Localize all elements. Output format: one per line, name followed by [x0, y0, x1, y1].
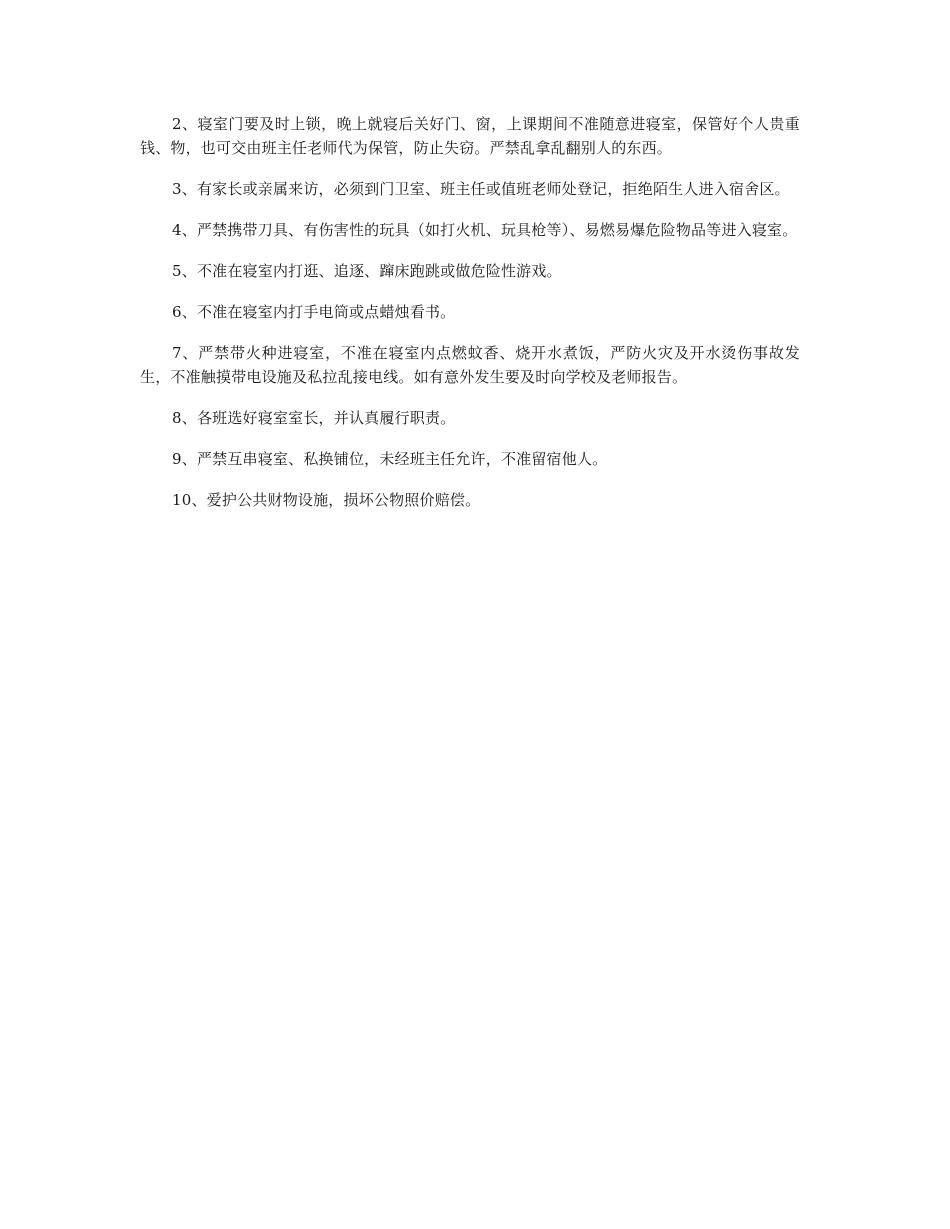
rule-paragraph-10: 10、爱护公共财物设施，损坏公物照价赔偿。: [172, 491, 481, 509]
rule-paragraph-5: 5、不准在寝室内打逛、追逐、蹿床跑跳或做危险性游戏。: [172, 262, 562, 280]
rule-paragraph-6: 6、不准在寝室内打手电筒或点蜡烛看书。: [172, 303, 456, 321]
rule-paragraph-4: 4、严禁携带刀具、有伤害性的玩具（如打火机、玩具枪等）、易燃易爆危险物品等进入寝室。: [172, 221, 798, 239]
rule-paragraph-8: 8、各班选好寝室室长，并认真履行职责。: [172, 409, 456, 427]
rule-paragraph-2: 2、寝室门要及时上锁，晚上就寝后关好门、窗，上课期间不准随意进寝室，保管好个人贵重钱、物，也可交由班主任老师代为保管，防止失窃。严禁乱拿乱翻别人的东西。: [140, 115, 800, 157]
rule-paragraph-3: 3、有家长或亲属来访，必须到门卫室、班主任或值班老师处登记，拒绝陌生人进入宿舍区。: [172, 180, 790, 198]
document-body: [140, 112, 800, 529]
rule-paragraph-9: 9、严禁互串寝室、私换铺位，未经班主任允许，不准留宿他人。: [172, 450, 608, 468]
rule-paragraph-7: 7、严禁带火种进寝室，不准在寝室内点燃蚊香、烧开水煮饭，严防火灾及开水烫伤事故发生，不准触摸带电设施及私拉乱接电线。如有意外发生要及时向学校及老师报告。: [140, 344, 800, 386]
